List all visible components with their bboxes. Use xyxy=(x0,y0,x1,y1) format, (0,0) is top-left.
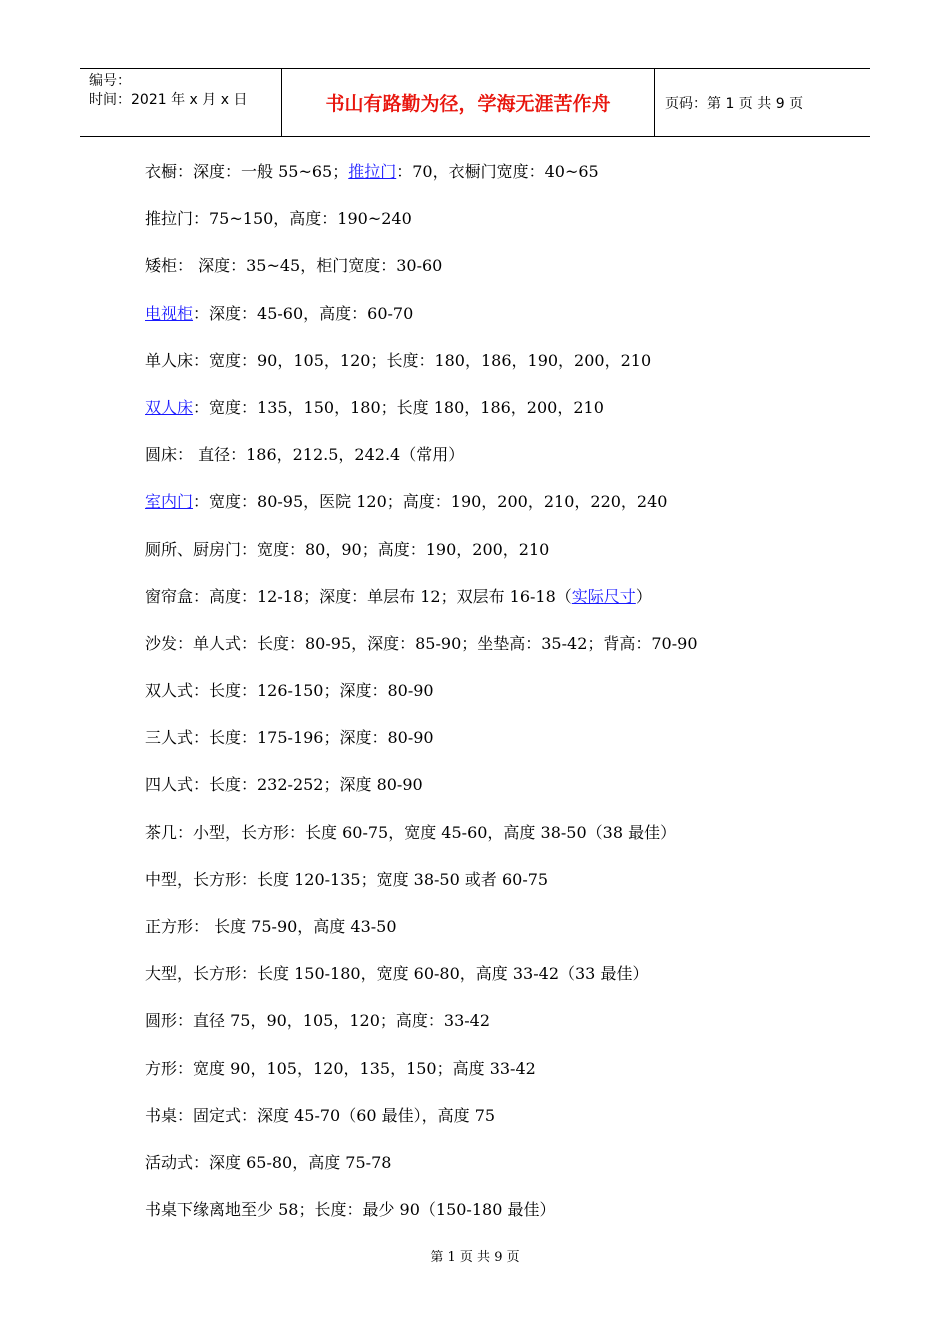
text-segment: 正方形： 长度 75-90，高度 43-50 xyxy=(145,917,397,936)
text-segment: 窗帘盒：高度：12-18；深度：单层布 12；双层布 16-18（ xyxy=(145,586,572,606)
document-body xyxy=(145,158,865,1243)
text-segment: 四人式：长度：232-252；深度 80-90 xyxy=(145,775,423,795)
text-segment: 推拉门：75~150，高度：190~240 xyxy=(145,209,412,229)
text-line xyxy=(145,1149,865,1196)
text-line xyxy=(145,488,865,535)
text-segment: 三人式：长度：175-196；深度：80-90 xyxy=(145,728,434,748)
page-footer: 第 1 页 共 9 页 xyxy=(430,1250,520,1265)
hyperlink[interactable]: 电视柜 xyxy=(145,303,194,323)
text-line xyxy=(145,1196,865,1243)
text-segment: 矮柜： 深度：35~45，柜门宽度：30-60 xyxy=(145,256,443,276)
text-line xyxy=(145,441,865,488)
text-line xyxy=(145,866,865,913)
text-line xyxy=(145,677,865,724)
page-header xyxy=(80,68,870,137)
text-line xyxy=(145,347,865,394)
text-segment: 中型，长方形：长度 120-135；宽度 38-50 或者 60-75 xyxy=(145,869,549,889)
number-label: 编号： xyxy=(89,73,131,89)
text-line xyxy=(145,819,865,866)
header-page-info: 页码：第 1 页 共 9 页 xyxy=(665,95,804,112)
text-line xyxy=(145,394,865,441)
text-segment: ：70，衣橱门宽度：40~65 xyxy=(396,162,599,181)
header-meta xyxy=(80,69,282,136)
text-segment: 圆床： 直径：186，212.5，242.4（常用） xyxy=(145,445,465,465)
text-segment: 衣橱：深度：一般 55~65； xyxy=(145,162,349,181)
time-label: 时间：2021 年 x 月 x 日 xyxy=(89,92,248,108)
text-segment: 厕所、厨房门：宽度：80，90；高度：190，200，210 xyxy=(145,539,550,559)
text-segment: 大型，长方形：长度 150-180，宽度 60-80，高度 33-42（33 最佳） xyxy=(145,964,649,984)
text-line xyxy=(145,205,865,252)
hyperlink[interactable]: 推拉门 xyxy=(348,162,397,181)
text-line xyxy=(145,960,865,1007)
text-line xyxy=(145,771,865,818)
text-segment: 活动式：深度 65-80，高度 75-78 xyxy=(145,1152,392,1172)
text-segment: 书桌下缘离地至少 58；长度：最少 90（150-180 最佳） xyxy=(145,1200,556,1220)
text-line xyxy=(145,1007,865,1054)
text-segment: ：宽度：135，150，180；长度 180，186，200，210 xyxy=(193,397,604,417)
text-segment: ） xyxy=(635,586,652,606)
text-line xyxy=(145,913,865,960)
hyperlink[interactable]: 双人床 xyxy=(145,397,194,417)
text-segment: 单人床：宽度：90，105，120；长度：180，186，190，200，210 xyxy=(145,350,652,370)
text-line xyxy=(145,724,865,771)
hyperlink[interactable]: 室内门 xyxy=(145,492,194,512)
text-line xyxy=(145,252,865,299)
header-motto: 书山有路勤为径，学海无涯苦作舟 xyxy=(282,69,655,136)
text-segment: 方形：宽度 90，105，120，135，150；高度 33-42 xyxy=(145,1058,536,1078)
text-segment: 书桌：固定式：深度 45-70（60 最佳），高度 75 xyxy=(145,1105,496,1125)
text-line xyxy=(145,1055,865,1102)
text-line xyxy=(145,536,865,583)
text-segment: ：宽度：80-95，医院 120；高度：190，200，210，220，240 xyxy=(193,492,668,512)
text-segment: 双人式：长度：126-150；深度：80-90 xyxy=(145,681,434,701)
text-segment: 圆形：直径 75，90，105，120；高度：33-42 xyxy=(145,1011,491,1031)
hyperlink[interactable]: 实际尺寸 xyxy=(571,586,636,606)
text-line xyxy=(145,158,865,205)
text-segment: 茶几：小型，长方形：长度 60-75，宽度 45-60，高度 38-50（38 最佳） xyxy=(145,822,677,842)
text-line xyxy=(145,1102,865,1149)
text-line xyxy=(145,300,865,347)
text-line xyxy=(145,630,865,677)
text-segment: 沙发：单人式：长度：80-95，深度：85-90；坐垫高：35-42；背高：70-90 xyxy=(145,633,698,653)
text-segment: ：深度：45-60，高度：60-70 xyxy=(193,303,414,323)
text-line xyxy=(145,583,865,630)
